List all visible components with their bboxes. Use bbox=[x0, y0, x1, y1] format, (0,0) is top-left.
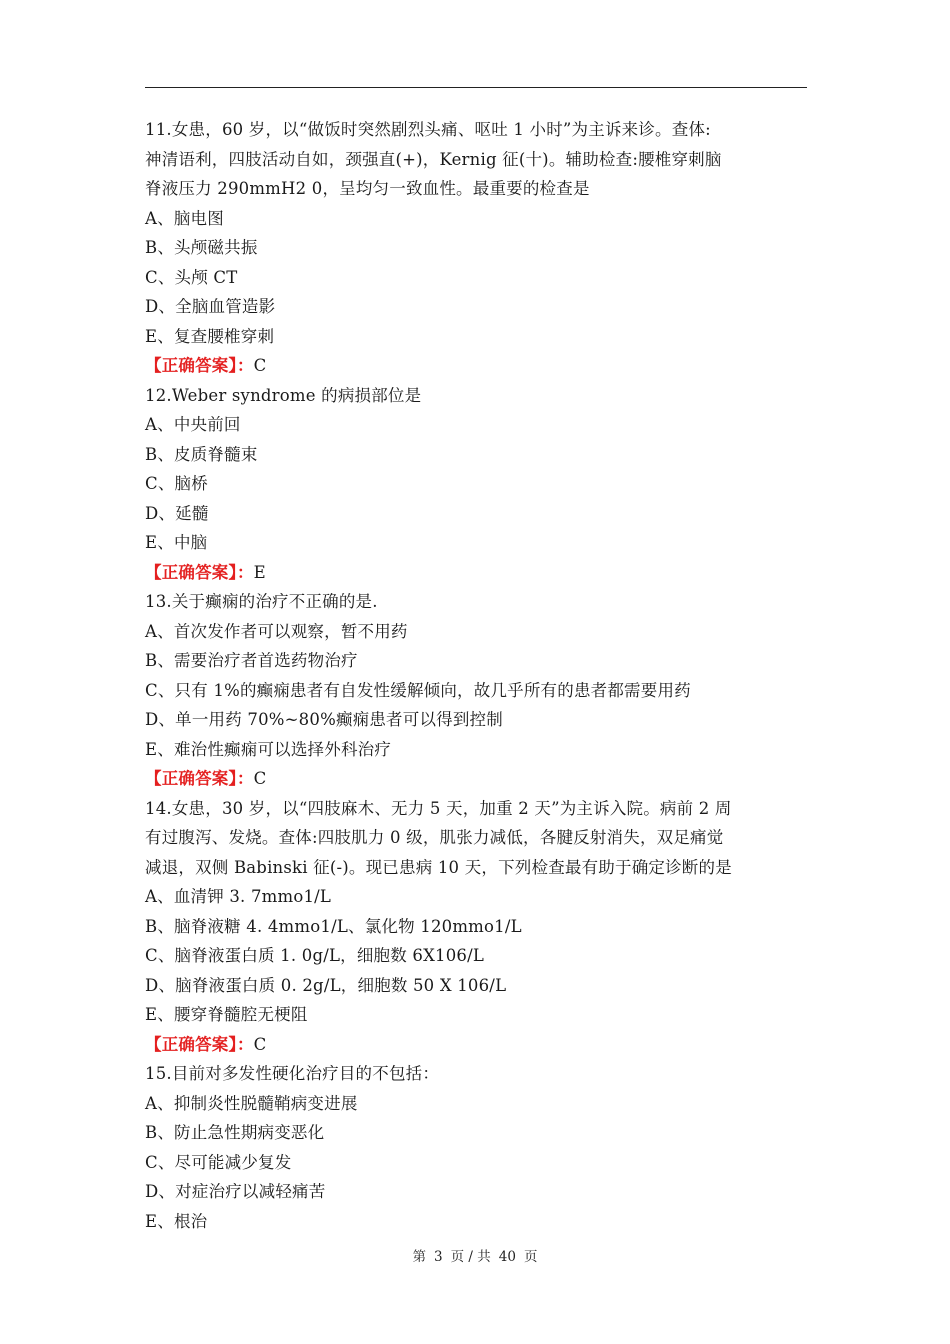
option-line: B、脑脊液糖 4. 4mmo1/L、氯化物 120mmo1/L bbox=[145, 916, 522, 936]
answer-value: C bbox=[253, 1034, 267, 1054]
option-line: C、尽可能减少复发 bbox=[145, 1152, 292, 1172]
option-line: D、对症治疗以减轻痛苦 bbox=[145, 1182, 326, 1201]
question-stem-line: 神清语利，四肢活动自如，颈强直(+)，Kernig 征(十)。辅助检查:腰椎穿刺脑 bbox=[145, 149, 722, 169]
option-line: E、根治 bbox=[145, 1211, 208, 1231]
answer-label: 【正确答案】： bbox=[145, 769, 254, 788]
option-line: C、只有 1%的癫痫患者有自发性缓解倾向，故几乎所有的患者都需要用药 bbox=[145, 680, 691, 700]
answer-label: 【正确答案】： bbox=[145, 562, 254, 582]
answer-line bbox=[145, 764, 807, 794]
option-line: A、抑制炎性脱髓鞘病变进展 bbox=[145, 1093, 358, 1113]
header-rule bbox=[145, 87, 807, 88]
question-stem-line: 脊液压力 290mmH2 0，呈均匀一致血性。最重要的检查是 bbox=[145, 179, 590, 198]
option-line: C、头颅 CT bbox=[145, 267, 238, 287]
question-stem-line: 有过腹泻、发烧。查体:四肢肌力 0 级，肌张力减低，各腱反射消失，双足痛觉 bbox=[145, 828, 724, 847]
question-stem-line: 13.关于癫痫的治疗不正确的是. bbox=[145, 592, 378, 611]
answer-value: E bbox=[253, 562, 266, 582]
option-line: A、首次发作者可以观察，暂不用药 bbox=[145, 621, 408, 641]
question-content bbox=[145, 115, 807, 1236]
option-line: A、血清钾 3. 7mmo1/L bbox=[145, 887, 332, 906]
answer-line bbox=[145, 351, 807, 381]
footer-suffix: 页 bbox=[523, 1249, 538, 1265]
answer-line bbox=[145, 558, 807, 588]
option-line: B、头颅磁共振 bbox=[145, 238, 258, 257]
footer-total-pages: 40 bbox=[498, 1249, 516, 1265]
question-stem-line: 14.女患，30 岁，以“四肢麻木、无力 5 天，加重 2 天”为主诉入院。病前 2 周 bbox=[145, 798, 732, 818]
question-stem-line: 减退，双侧 Babinski 征(-)。现已患病 10 天，下列检查最有助于确定诊断的是 bbox=[145, 857, 732, 877]
option-line: E、中脑 bbox=[145, 533, 208, 552]
option-line: D、单一用药 70%~80%癫痫患者可以得到控制 bbox=[145, 710, 503, 729]
option-line: D、全脑血管造影 bbox=[145, 297, 276, 316]
option-line: E、复查腰椎穿刺 bbox=[145, 326, 275, 346]
option-line: A、脑电图 bbox=[145, 208, 224, 228]
answer-label: 【正确答案】： bbox=[145, 1034, 254, 1054]
answer-label: 【正确答案】： bbox=[145, 356, 254, 375]
question-stem-line: 11.女患，60 岁，以“做饭时突然剧烈头痛、呕吐 1 小时”为主诉来诊。查体: bbox=[145, 120, 711, 139]
footer-mid: 页 / 共 bbox=[450, 1249, 491, 1265]
footer-current-page: 3 bbox=[434, 1249, 443, 1265]
option-line: A、中央前回 bbox=[145, 415, 241, 434]
answer-value: C bbox=[253, 356, 267, 375]
option-line: B、防止急性期病变恶化 bbox=[145, 1123, 325, 1142]
option-line: C、脑脊液蛋白质 1. 0g/L，细胞数 6X106/L bbox=[145, 946, 485, 965]
answer-value: C bbox=[253, 769, 267, 788]
option-line: B、需要治疗者首选药物治疗 bbox=[145, 651, 358, 670]
answer-line bbox=[145, 1030, 807, 1060]
footer-prefix: 第 bbox=[412, 1249, 427, 1265]
option-line: D、脑脊液蛋白质 0. 2g/L，细胞数 50 X 106/L bbox=[145, 975, 507, 995]
option-line: D、延髓 bbox=[145, 503, 209, 523]
option-line: E、腰穿脊髓腔无梗阻 bbox=[145, 1005, 308, 1024]
question-stem-line: 12.Weber syndrome 的病损部位是 bbox=[145, 385, 422, 405]
option-line: E、难治性癫痫可以选择外科治疗 bbox=[145, 739, 392, 759]
question-stem-line: 15.目前对多发性硬化治疗目的不包括： bbox=[145, 1064, 440, 1083]
option-line: C、脑桥 bbox=[145, 474, 208, 493]
option-line: B、皮质脊髓束 bbox=[145, 444, 258, 464]
page-footer bbox=[0, 1245, 950, 1265]
